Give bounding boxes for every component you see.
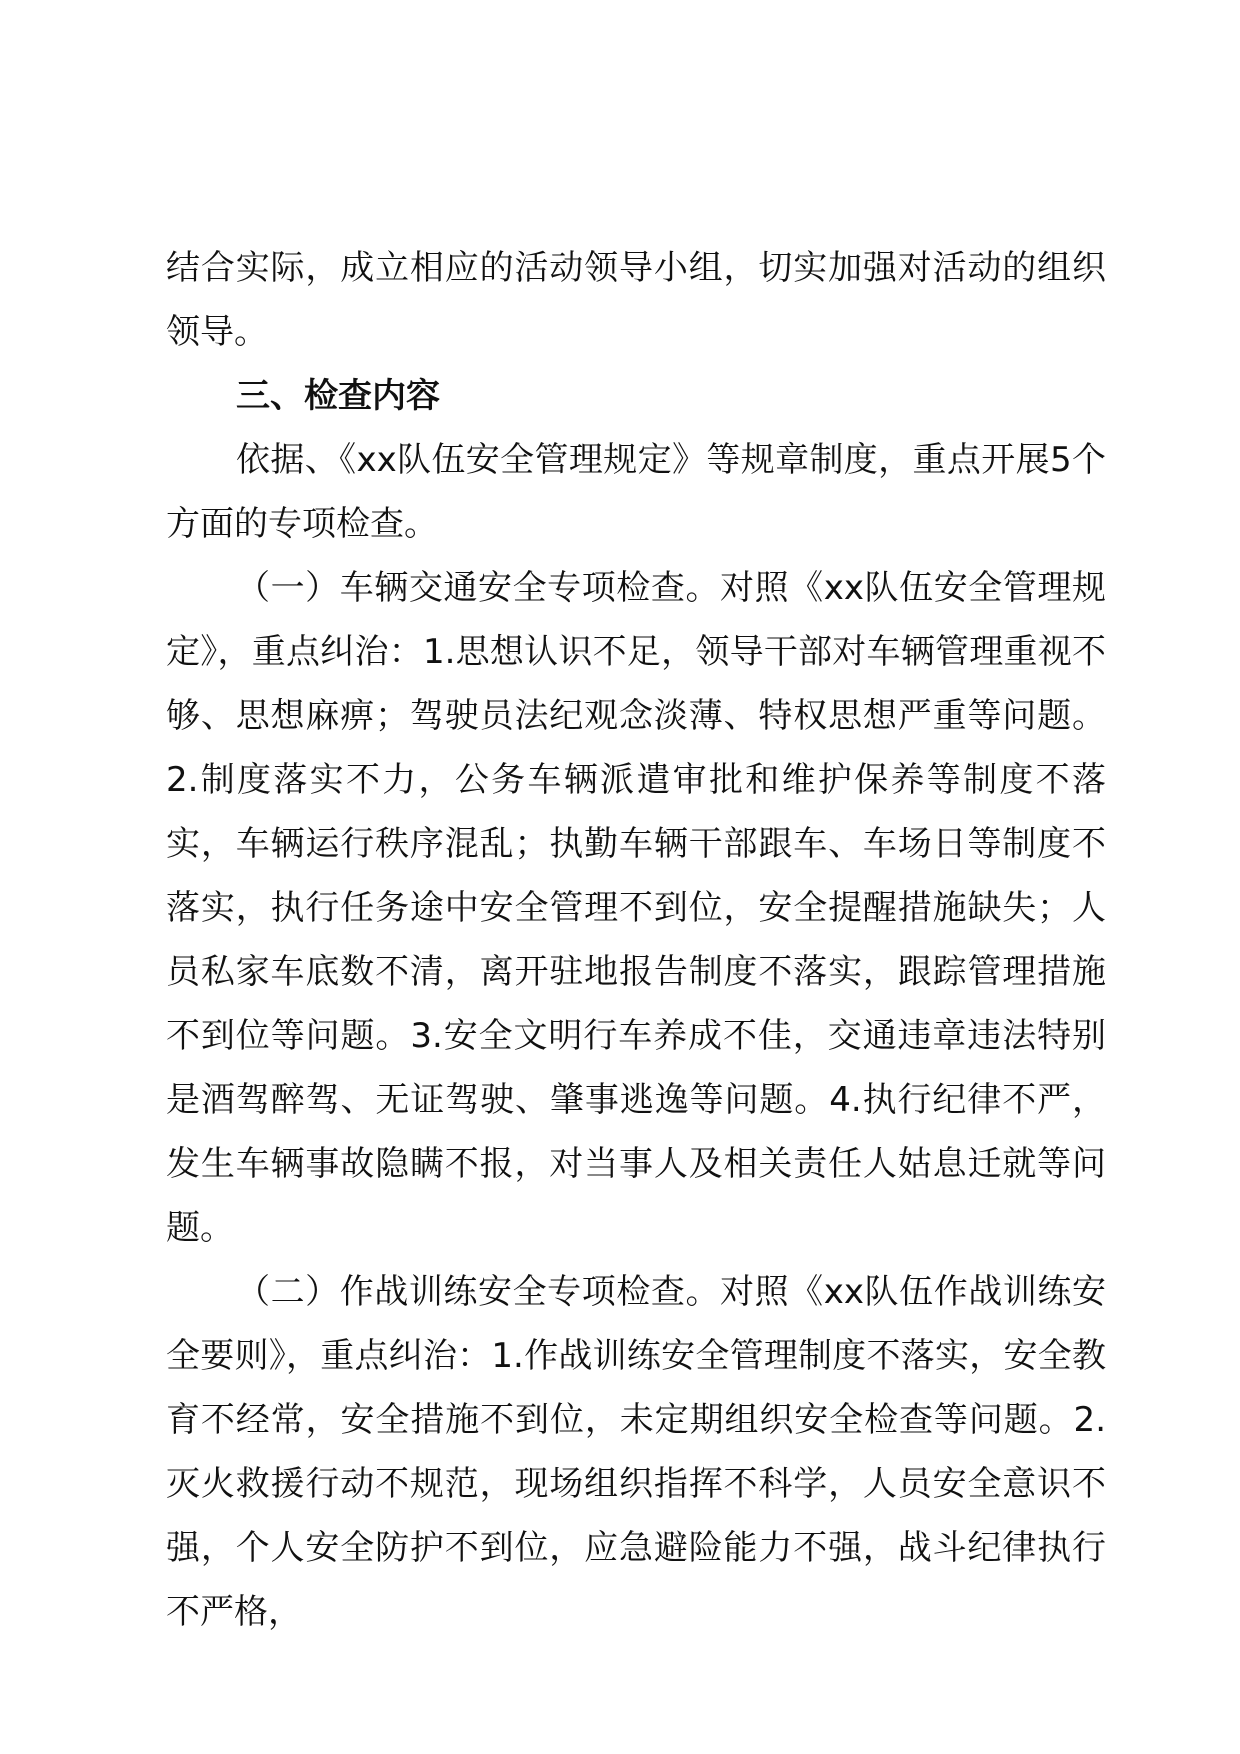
- item-1-paragraph: （一）车辆交通安全专项检查。对照《xx队伍安全管理规定》，重点纠治：1.思想认识不足，领导干部对车辆管理重视不够、思想麻痹；驾驶员法纪观念淡薄、特权思想严重等问题。2.制度落实不力，公务车辆派遣审批和维护保养等制度不落实，车辆运行秩序混乱；执勤车辆干部跟车、车场日等制度不落实，执行任务途中安全管理不到位，安全提醒措施缺失；人员私家车底数不清，离开驻地报告制度不落实，跟踪管理措施不到位等问题。3.安全文明行车养成不佳，交通违章违法特别是酒驾醉驾、无证驾驶、肇事逃逸等问题。4.执行纪律不严，发生车辆事故隐瞒不报，对当事人及相关责任人姑息迁就等问题。: [166, 568, 1106, 1248]
- intro-paragraph: 依据、《xx队伍安全管理规定》等规章制度，重点开展5个方面的专项检查。: [166, 440, 1106, 544]
- section-heading: 三、检查内容: [236, 376, 440, 416]
- item-2-paragraph: （二）作战训练安全专项检查。对照《xx队伍作战训练安全要则》，重点纠治：1.作战训练安全管理制度不落实，安全教育不经常，安全措施不到位，未定期组织安全检查等问题。2.灭火救援行动不规范，现场组织指挥不科学，人员安全意识不强，个人安全防护不到位，应急避险能力不强，战斗纪律执行不严格，: [166, 1272, 1106, 1632]
- document-body: [166, 236, 1106, 1644]
- continuation-paragraph: 结合实际，成立相应的活动领导小组，切实加强对活动的组织领导。: [166, 248, 1106, 352]
